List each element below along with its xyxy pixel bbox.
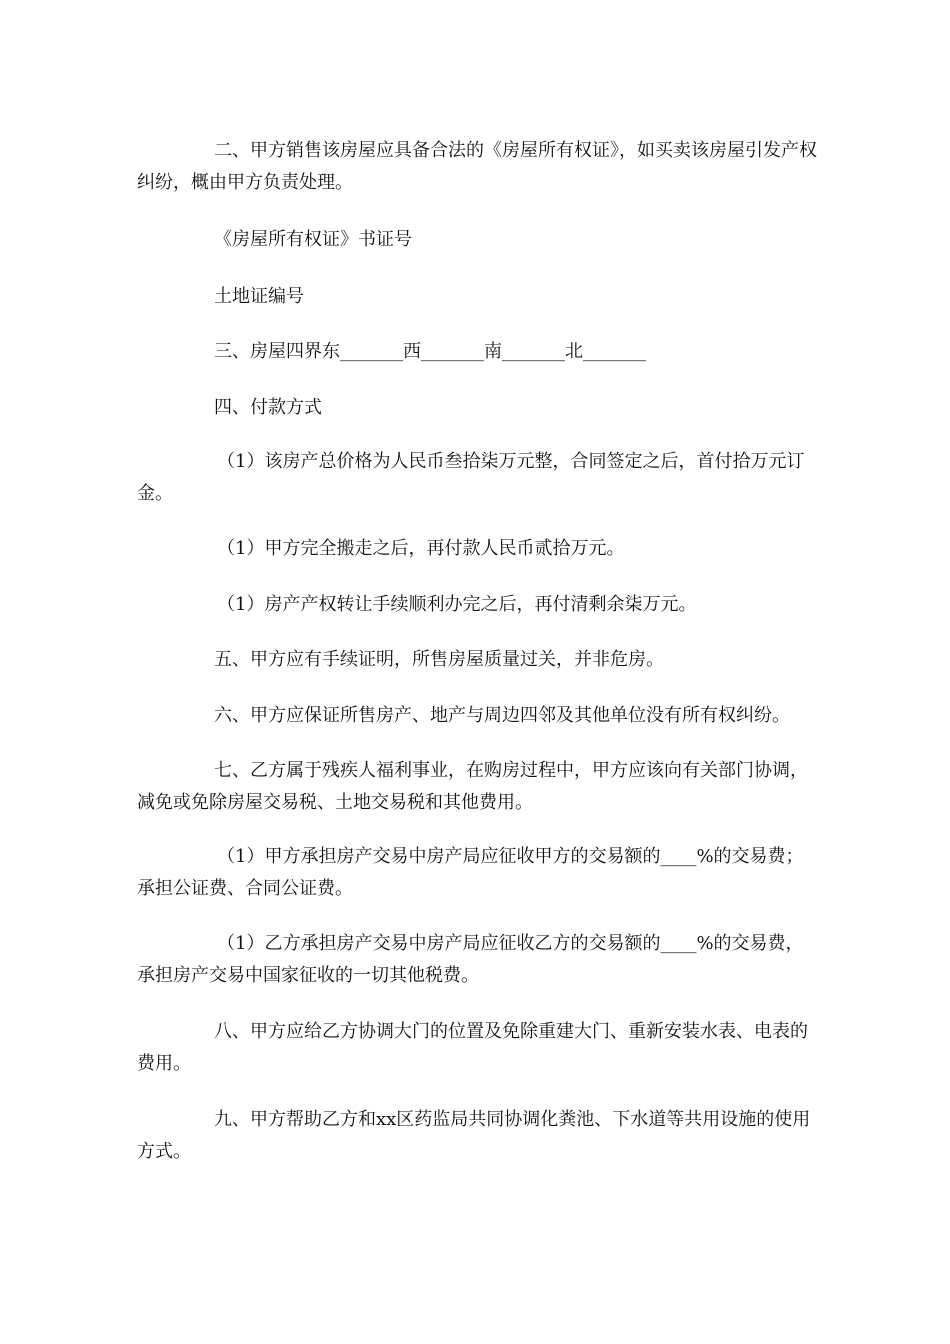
paragraph-clause-6: 六、甲方应保证所售房产、地产与周边四邻及其他单位没有所有权纠纷。 bbox=[214, 705, 790, 726]
paragraph-payment-item-1: （1）该房产总价格为人民币叁拾柒万元整，合同签定之后，首付拾万元订金。 bbox=[137, 451, 805, 504]
paragraph-payment-item-2: （1）甲方完全搬走之后，再付款人民币贰拾万元。 bbox=[217, 538, 625, 559]
paragraph-payment-item-3: （1）房产产权转让手续顺利办完之后，再付清剩余柒万元。 bbox=[217, 594, 697, 615]
paragraph-clause-2: 二、甲方销售该房屋应具备合法的《房屋所有权证》，如买卖该房屋引发产权纠纷，概由甲方负责处理。 bbox=[137, 140, 817, 193]
paragraph-fee-item-1: （1）甲方承担房产交易中房产局应征收甲方的交易额的____%的交易费；承担公证费、合同公证费。 bbox=[137, 846, 804, 899]
paragraph-fee-item-2: （1）乙方承担房产交易中房产局应征收乙方的交易额的____%的交易费，承担房产交易中国家征收的一切其他税费。 bbox=[137, 933, 804, 986]
paragraph-clause-5: 五、甲方应有手续证明，所售房屋质量过关，并非危房。 bbox=[214, 649, 664, 670]
paragraph-certificate-number: 《房屋所有权证》书证号 bbox=[214, 229, 412, 250]
paragraph-land-certificate: 土地证编号 bbox=[214, 286, 304, 307]
paragraph-clause-3-boundaries: 三、房屋四界东_______西_______南_______北_______ bbox=[214, 341, 646, 362]
paragraph-clause-7: 七、乙方属于残疾人福利事业，在购房过程中，甲方应该向有关部门协调，减免或免除房屋交易税、土地交易税和其他费用。 bbox=[137, 760, 808, 813]
paragraph-clause-9: 九、甲方帮助乙方和xx区药监局共同协调化粪池、下水道等共用设施的使用方式。 bbox=[137, 1109, 811, 1162]
paragraph-clause-8: 八、甲方应给乙方协调大门的位置及免除重建大门、重新安装水表、电表的费用。 bbox=[137, 1021, 808, 1074]
paragraph-clause-4-payment: 四、付款方式 bbox=[214, 397, 322, 418]
